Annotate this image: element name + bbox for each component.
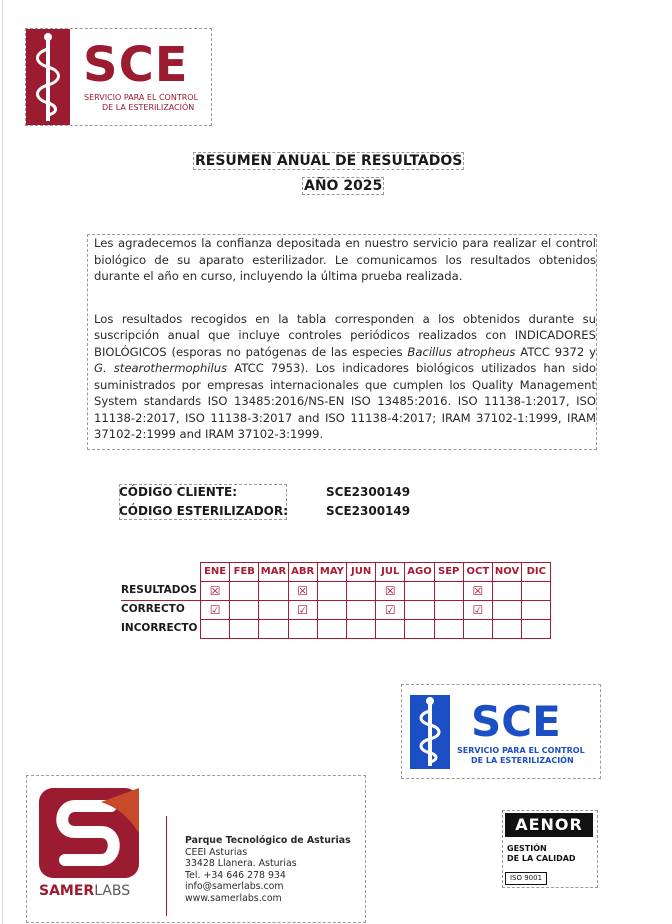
samerlabs-logo-icon	[39, 788, 139, 878]
aenor-line: DE LA CALIDAD	[507, 854, 576, 863]
result-cell	[346, 619, 376, 639]
sce-logo-top	[25, 28, 212, 126]
logo-subtitle: DE LA ESTERILIZACIÓN	[102, 103, 195, 112]
result-cell	[258, 581, 288, 601]
result-cell	[492, 600, 522, 620]
paragraph-text: Los resultados recogidos en la tabla corresponden a los obtenidos durante su suscripción anual que incluye controles periódicos realizados con INDICADORES BIOLÓGICOS (esporas no patógenas de las especies	[94, 311, 596, 359]
brand-part: SAMER	[39, 883, 95, 899]
address-line: CEEI Asturias	[185, 846, 248, 858]
address-line: 33428 Llanera. Asturias	[185, 858, 297, 869]
client-code-label: CÓDIGO CLIENTE:	[119, 485, 238, 499]
logo-subtitle: DE LA ESTERILIZACIÓN	[471, 756, 574, 765]
result-cell	[200, 619, 230, 639]
result-cell: ☒	[375, 581, 405, 601]
address-title: Parque Tecnológico de Asturias	[185, 835, 351, 846]
samerlabs-wordmark	[39, 883, 130, 899]
caduceus-icon	[410, 695, 450, 769]
result-cell	[434, 600, 464, 620]
result-cell: ☒	[200, 581, 230, 601]
result-cell	[229, 581, 259, 601]
species-name: Bacillus atropheus	[407, 344, 516, 359]
month-header: FEB	[229, 562, 259, 582]
phone: Tel. +34 646 278 934	[185, 869, 286, 881]
result-cell	[521, 619, 551, 639]
result-cell	[317, 581, 347, 601]
logo-subtitle: SERVICIO PARA EL CONTROL	[457, 746, 585, 755]
aenor-brand: AENOR	[505, 813, 593, 837]
intro-text-block	[87, 234, 597, 450]
row-underline	[121, 600, 200, 601]
paragraph-text: ATCC 9372 y	[515, 344, 596, 359]
result-cell	[463, 619, 493, 639]
result-cell	[288, 619, 318, 639]
email-link[interactable]: info@samerlabs.com	[185, 881, 284, 892]
aenor-iso: ISO 9001	[505, 872, 547, 885]
result-cell: ☑	[463, 600, 493, 620]
logo-text: SCE	[471, 697, 561, 746]
result-cell	[317, 600, 347, 620]
caduceus-icon	[26, 29, 70, 125]
result-cell: ☑	[288, 600, 318, 620]
result-cell	[404, 619, 434, 639]
aenor-text	[507, 844, 576, 864]
result-cell	[317, 619, 347, 639]
brand-part: LABS	[94, 883, 131, 899]
result-cell	[229, 619, 259, 639]
result-cell: ☑	[375, 600, 405, 620]
result-cell	[258, 619, 288, 639]
result-cell	[346, 600, 376, 620]
month-header: AGO	[404, 562, 434, 582]
result-cell	[434, 581, 464, 601]
address-block	[185, 835, 351, 904]
footer-box	[26, 775, 366, 923]
aenor-line: GESTIÓN	[507, 844, 547, 853]
result-cell	[258, 600, 288, 620]
result-cell: ☑	[200, 600, 230, 620]
sterilizer-code-value: SCE2300149	[326, 504, 411, 518]
intro-paragraph: Les agradecemos la confianza depositada en nuestro servicio para realizar el control biológico de su aparato esterilizador. Le comunicamos los resultados obtenidos durante el año en curso, incluyendo la última prueba realizada.	[94, 236, 596, 283]
aenor-badge	[502, 810, 598, 888]
result-cell	[404, 600, 434, 620]
result-cell	[346, 581, 376, 601]
result-cell	[434, 619, 464, 639]
result-cell	[521, 581, 551, 601]
logo-text: SCE	[83, 37, 189, 93]
month-header: SEP	[434, 562, 464, 582]
month-header: MAY	[317, 562, 347, 582]
page-edge	[2, 0, 3, 924]
sterilizer-code-label: CÓDIGO ESTERILIZADOR:	[119, 504, 288, 518]
footer-divider	[166, 816, 167, 916]
month-header: ABR	[288, 562, 318, 582]
paragraph-text: ATCC 7953). Los indicadores biológicos utilizados han sido suministrados por empresas internacionales que cumplen los Quality Management System standards ISO 13485:2016/NS-EN ISO 13485:2016. ISO 11138-1:2017, ISO 11138-2:2017, ISO 11138-3:2017 and ISO 11138-4:2017; IRAM 37102-1:1999, IRAM 37102-2:1999 and IRAM 37102-3:1999.	[94, 361, 596, 441]
result-cell: ☒	[463, 581, 493, 601]
species-name: G. stearothermophilus	[94, 361, 228, 375]
sce-logo-stamp	[401, 684, 601, 779]
month-header: ENE	[200, 562, 230, 582]
document-title: RESUMEN ANUAL DE RESULTADOS	[195, 153, 463, 169]
month-header: JUL	[375, 562, 405, 582]
intro-paragraph	[94, 311, 596, 443]
website-link[interactable]: www.samerlabs.com	[185, 892, 282, 904]
month-header: NOV	[492, 562, 522, 582]
result-cell	[375, 619, 405, 639]
result-cell	[521, 600, 551, 620]
result-cell	[492, 581, 522, 601]
result-cell	[404, 581, 434, 601]
logo-subtitle: SERVICIO PARA EL CONTROL	[84, 93, 199, 102]
row-label: CORRECTO	[121, 603, 185, 615]
document-year: AÑO 2025	[304, 178, 383, 194]
month-header: JUN	[346, 562, 376, 582]
result-cell: ☒	[288, 581, 318, 601]
month-header: DIC	[521, 562, 551, 582]
result-cell	[492, 619, 522, 639]
month-header: MAR	[258, 562, 288, 582]
row-label: RESULTADOS	[121, 584, 197, 596]
month-header: OCT	[463, 562, 493, 582]
result-cell	[229, 600, 259, 620]
row-label: INCORRECTO	[121, 622, 198, 634]
client-code-value: SCE2300149	[326, 485, 411, 499]
